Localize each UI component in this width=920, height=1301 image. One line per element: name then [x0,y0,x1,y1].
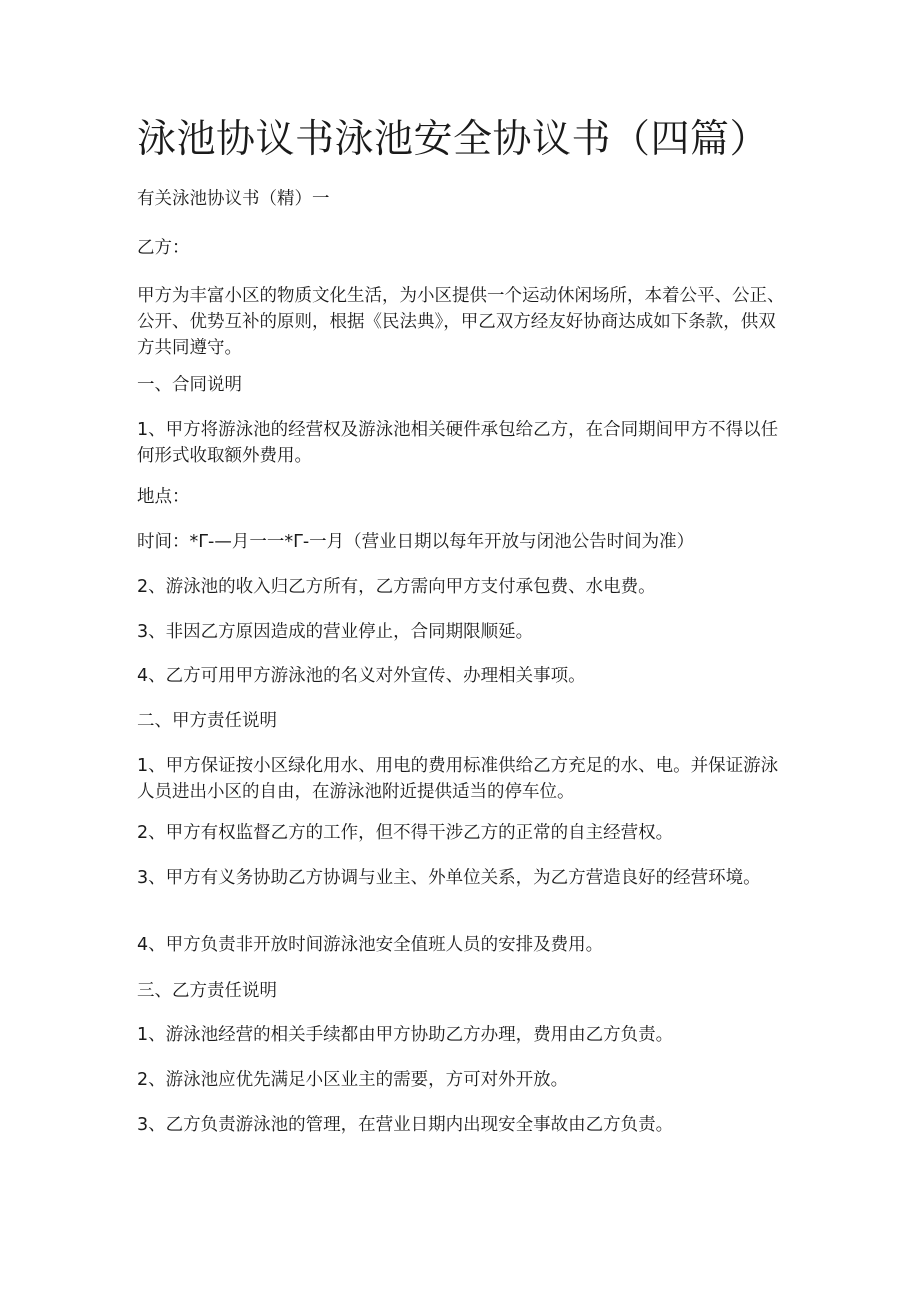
section-heading-contract: 一、合同说明 [137,375,242,395]
clause-3-3: 3、乙方负责游泳池的管理，在营业日期内出现安全事故由乙方负责。 [137,1115,674,1135]
section-heading-party-b: 三、乙方责任说明 [137,981,277,1001]
time-line: 时间：*Γ-—月一一*Γ-一月（营业日期以每年开放与闭池公告时间为准） [137,532,695,552]
clause-1-1: 1、甲方将游泳池的经营权及游泳池相关硬件承包给乙方，在合同期间甲方不得以任何形式收取额外费用。 [137,420,779,466]
clause-2-4: 4、甲方负责非开放时间游泳池安全值班人员的安排及费用。 [137,935,604,955]
clause-3-2: 2、游泳池应优先满足小区业主的需要，方可对外开放。 [137,1070,569,1090]
party-b-label: 乙方： [137,238,190,258]
section-heading-party-a: 二、甲方责任说明 [137,711,277,731]
clause-1-3: 3、非因乙方原因造成的营业停止，合同期限顺延。 [137,622,534,642]
clause-1-2: 2、游泳池的收入归乙方所有，乙方需向甲方支付承包费、水电费。 [137,577,656,597]
clause-1-4: 4、乙方可用甲方游泳池的名义对外宣传、办理相关事项。 [137,666,586,686]
document-title: 泳池协议书泳池安全协议书（四篇） [137,117,770,162]
clause-2-3: 3、甲方有义务协助乙方协调与业主、外单位关系，为乙方营造良好的经营环境。 [137,868,761,888]
clause-2-2: 2、甲方有权监督乙方的工作，但不得干涉乙方的正常的自主经营权。 [137,823,674,843]
preamble-paragraph: 甲方为丰富小区的物质文化生活，为小区提供一个运动休闲场所，本着公平、公正、公开、优势互补的原则，根据《民法典》，甲乙双方经友好协商达成如下条款，供双方共同遵守。 [137,286,785,358]
clause-3-1: 1、游泳池经营的相关手续都由甲方协助乙方办理，费用由乙方负责。 [137,1025,674,1045]
section-subtitle: 有关泳池协议书（精）一 [137,189,330,209]
location-label: 地点： [137,487,190,507]
clause-2-1: 1、甲方保证按小区绿化用水、用电的费用标准供给乙方充足的水、电。并保证游泳人员进出小区的自由，在游泳池附近提供适当的停车位。 [137,756,779,802]
